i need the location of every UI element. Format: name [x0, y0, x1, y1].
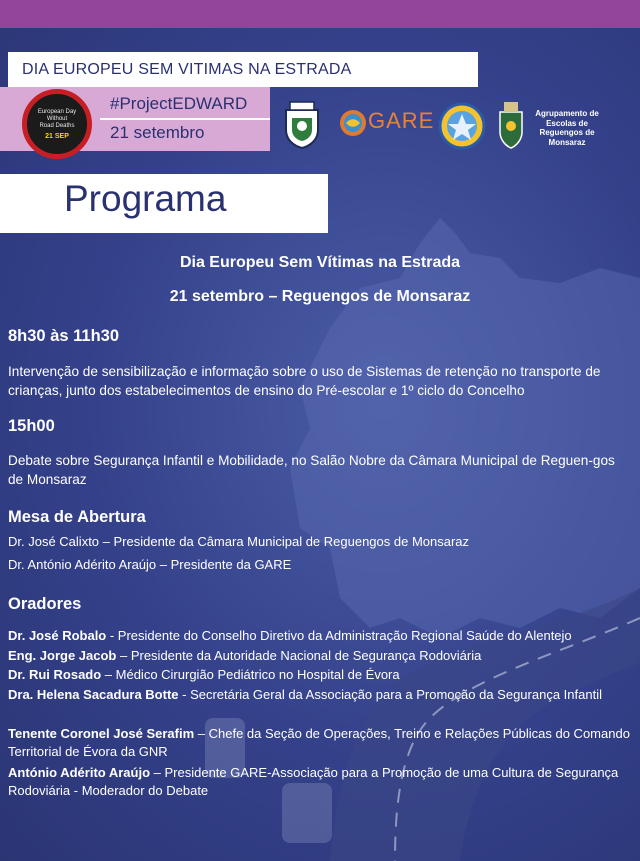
- safety-emblem-logo: [438, 102, 486, 150]
- speaker-role: – Presidente da Autoridade Nacional de Segurança Rodoviária: [116, 648, 482, 663]
- speaker-role: - Secretária Geral da Associação para a Promoção da Segurança Infantil: [178, 687, 602, 702]
- speaker-role: – Médico Cirurgião Pediátrico no Hospital de Évora: [101, 667, 400, 682]
- speaker-role: – Presidente GARE-Associação para a Promoção de uma Cultura de Segurança Rodoviária - Moderador do Debate: [8, 765, 619, 798]
- mesa-member: Dr. José Calixto – Presidente da Câmara Municipal de Reguengos de Monsaraz: [8, 534, 470, 549]
- speaker-entry: [8, 647, 632, 665]
- event-subtitle: 21 setembro – Reguengos de Monsaraz: [169, 288, 471, 305]
- speaker-name: António Adérito Araújo: [8, 765, 151, 780]
- mesa-heading: Mesa de Abertura: [8, 508, 146, 526]
- speaker-name: Dr. José Robalo: [8, 628, 107, 643]
- speaker-entry: [8, 666, 632, 684]
- date-short: 21 setembro: [110, 123, 205, 142]
- speaker-role: – Chefe da Seção de Operações, Treino e Relações Públicas do Comando Territorial de Évora da GNR: [8, 726, 630, 759]
- mesa-member: Dr. António Adérito Araújo – Presidente da GARE: [8, 557, 292, 572]
- top-purple-bar: [0, 0, 640, 28]
- event-banner: DIA EUROPEU SEM VITIMAS NA ESTRADA: [8, 52, 478, 87]
- agrupamento-logo-text: Agrupamento de Escolas de Reguengos de Monsaraz: [535, 109, 599, 147]
- speaker-entry: [8, 764, 632, 800]
- session-time: 15h00: [8, 417, 55, 435]
- badge-text: European Day Without Road Deaths: [37, 108, 77, 129]
- speaker-entry: [8, 627, 632, 645]
- speaker-name: Dra. Helena Sacadura Botte: [8, 687, 179, 702]
- panel-divider: [100, 118, 270, 120]
- session-description: Debate sobre Segurança Infantil e Mobilidade, no Salão Nobre da Câmara Municipal de Reguen-gos de Monsaraz: [8, 453, 615, 487]
- programa-title: Programa: [64, 178, 227, 219]
- badge-date: 21 SEP: [45, 132, 69, 140]
- speaker-name: Dr. Rui Rosado: [8, 667, 102, 682]
- speaker-entry: [8, 686, 632, 704]
- speaker-role: - Presidente do Conselho Diretivo da Administração Regional Saúde do Alentejo: [106, 628, 572, 643]
- speaker-name: Tenente Coronel José Serafim: [8, 726, 195, 741]
- gare-logo-text: GARE: [368, 108, 435, 133]
- municipal-coat-of-arms-logo: [280, 100, 324, 150]
- session-time: 8h30 às 11h30: [8, 327, 120, 345]
- session-description: Intervenção de sensibilização e informação sobre o uso de Sistemas de retenção no transporte de crianças, junto dos estabelecimentos de ensino do Pré-escolar e 1º ciclo do Concelho: [8, 364, 601, 398]
- edward-badge-logo: [22, 89, 92, 159]
- hashtag: #ProjectEDWARD: [110, 94, 248, 113]
- oradores-heading: Oradores: [8, 595, 82, 613]
- school-crest-logo: [496, 100, 526, 150]
- speaker-name: Eng. Jorge Jacob: [8, 648, 117, 663]
- gare-globe-icon: [338, 108, 368, 138]
- event-title: Dia Europeu Sem Vítimas na Estrada: [179, 254, 461, 271]
- speaker-entry: [8, 725, 632, 761]
